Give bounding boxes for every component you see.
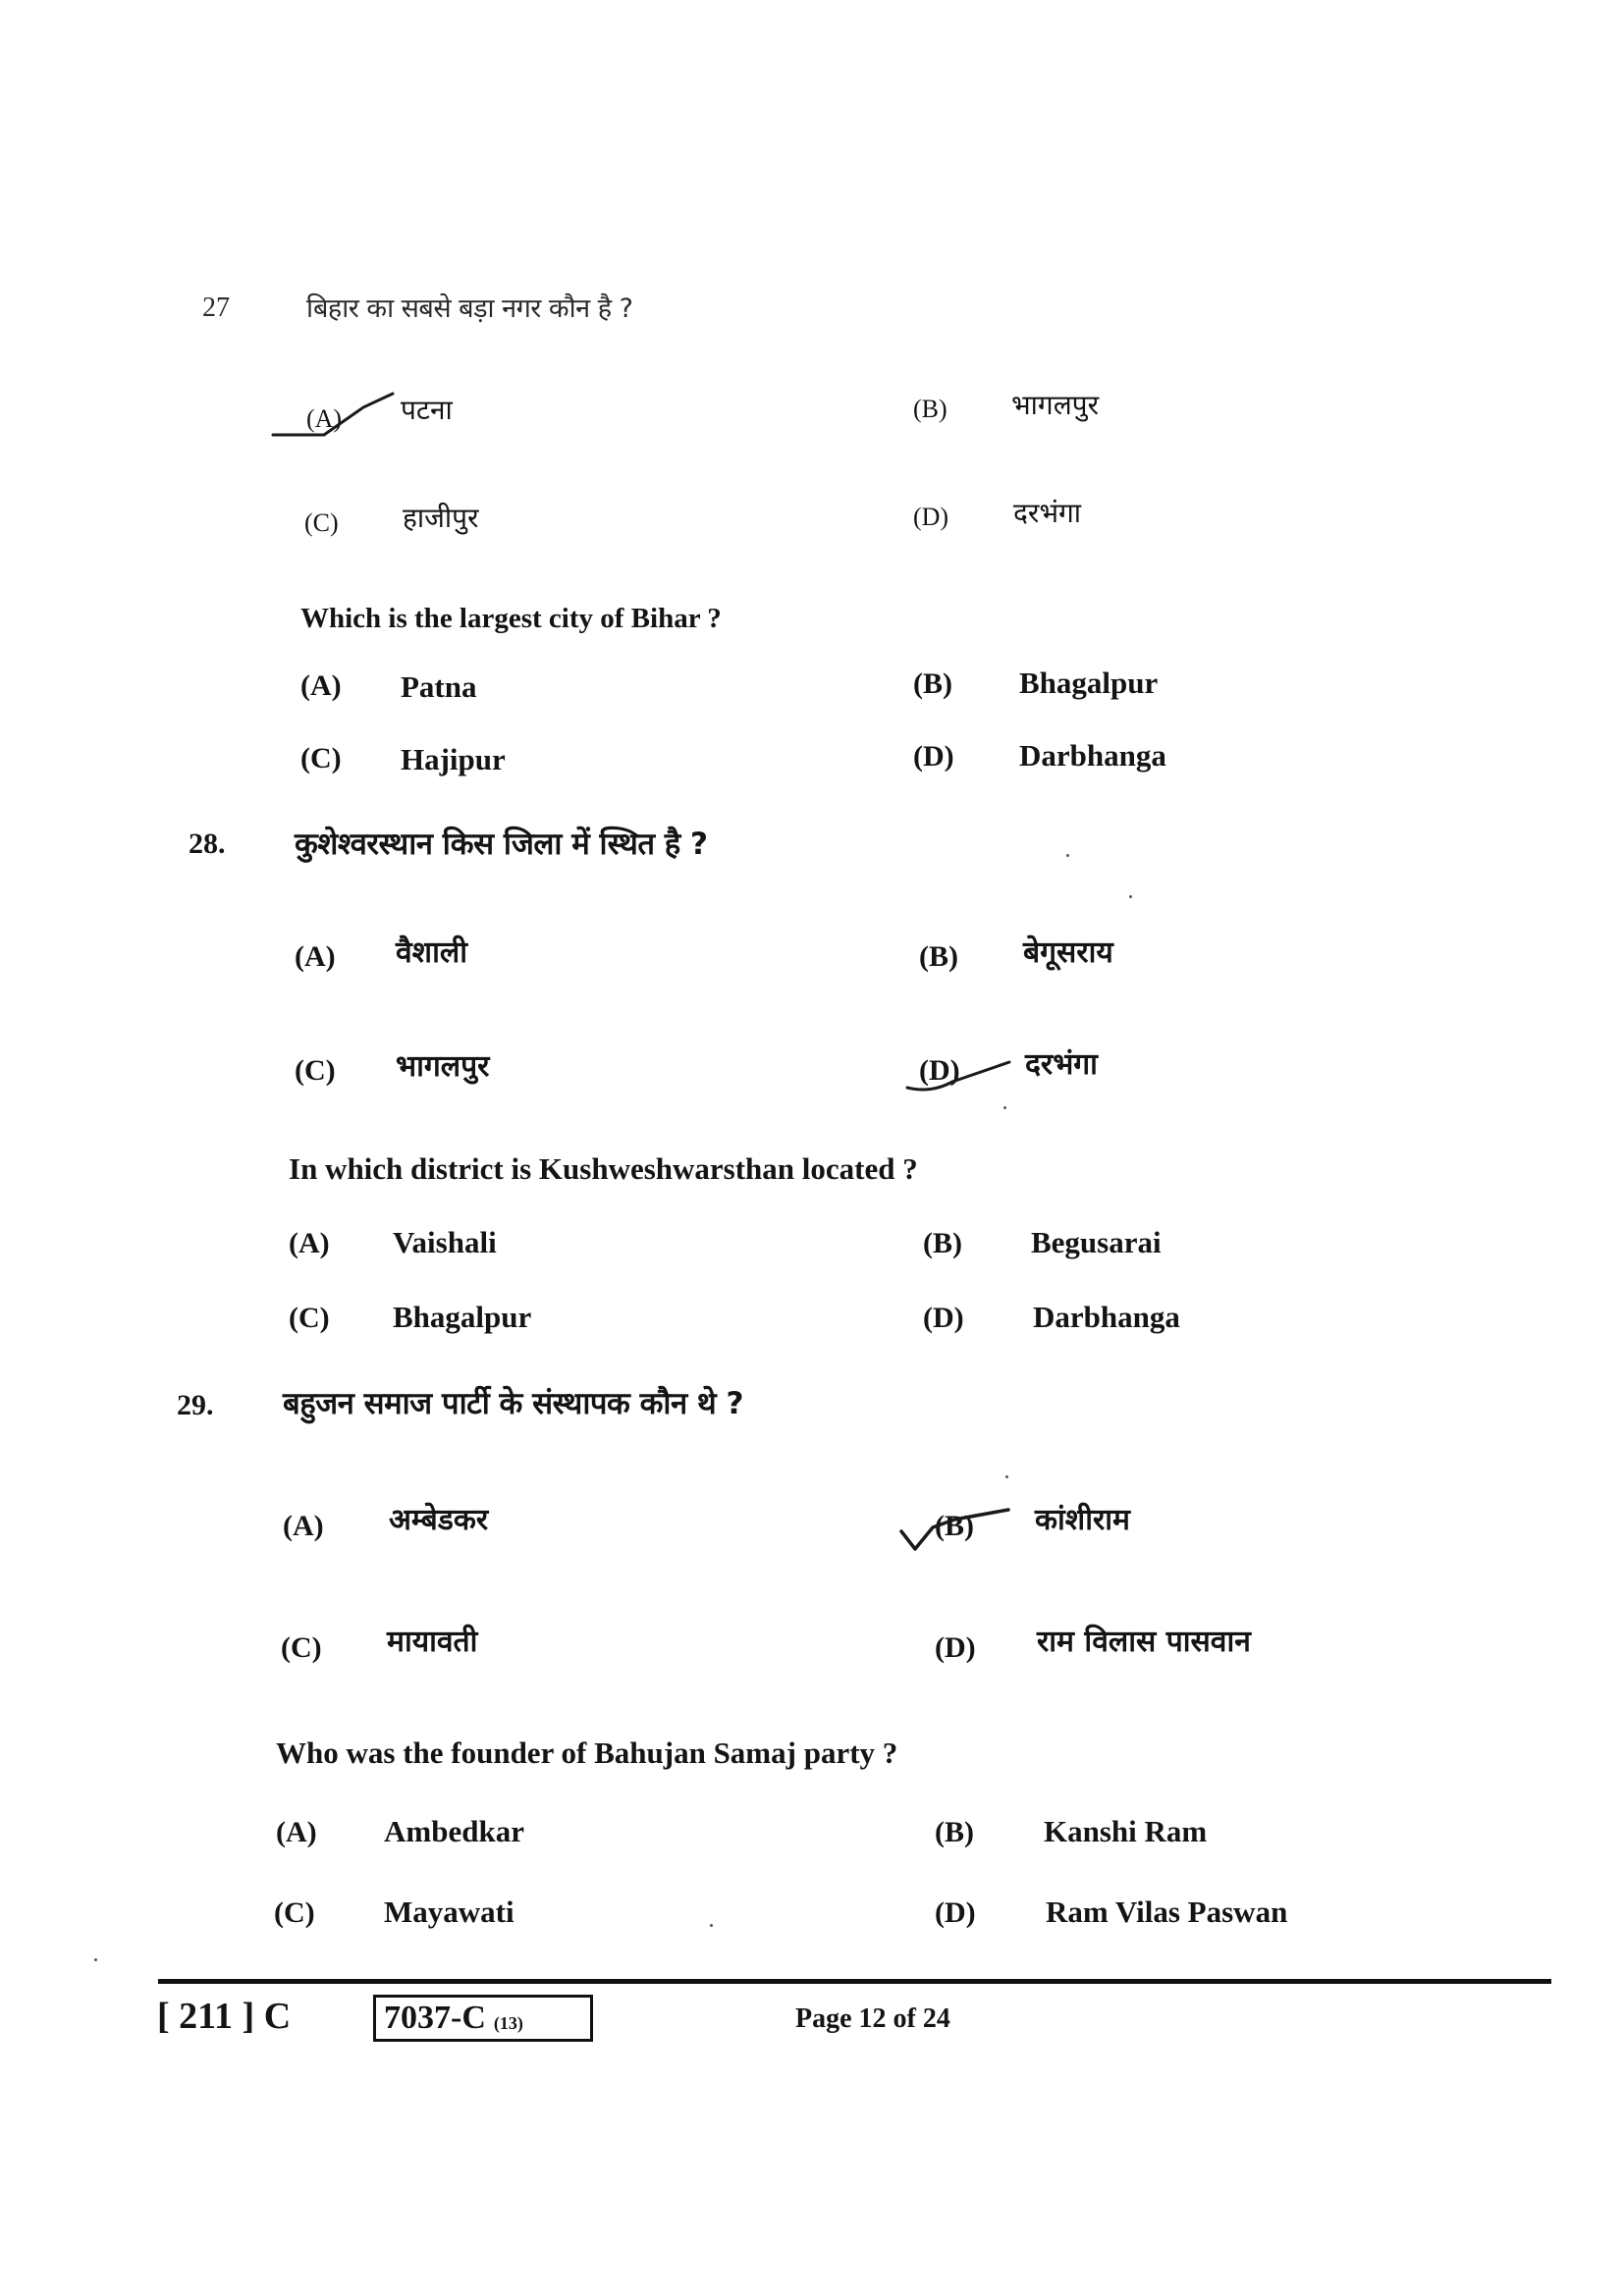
option-label-d-hindi: (D) — [935, 1631, 976, 1664]
option-text-c-hindi: हाजीपुर — [403, 502, 479, 534]
option-text-a: Ambedkar — [384, 1814, 524, 1848]
footer-divider — [158, 1979, 1551, 1984]
option-label-c-hindi: (C) — [295, 1054, 336, 1087]
option-text-b: Begusarai — [1031, 1225, 1162, 1259]
print-speck — [710, 1924, 713, 1927]
option-text-c: Hajipur — [401, 742, 506, 776]
option-label-c: (C) — [289, 1302, 330, 1334]
option-label-a: (A) — [289, 1227, 330, 1259]
option-text-b-hindi: भागलपुर — [1011, 389, 1100, 421]
option-label-b: (B) — [935, 1816, 974, 1848]
option-text-b: Kanshi Ram — [1044, 1814, 1208, 1848]
option-text-d: Darbhanga — [1019, 738, 1166, 773]
option-text-c-hindi: भागलपुर — [396, 1049, 490, 1084]
option-label-d: (D) — [923, 1302, 964, 1334]
option-text-c: Mayawati — [384, 1895, 514, 1929]
option-label-a-hindi: (A) — [306, 404, 343, 433]
option-label-b: (B) — [913, 667, 952, 700]
booklet-code: 7037-C — [384, 2000, 486, 2036]
question-text-hindi: बिहार का सबसे बड़ा नगर कौन है ? — [306, 294, 633, 324]
option-text-b-hindi: बेगूसराय — [1023, 935, 1113, 970]
option-text-d: Ram Vilas Paswan — [1046, 1895, 1288, 1929]
option-text-a: Vaishali — [393, 1225, 497, 1259]
option-label-c: (C) — [300, 742, 342, 774]
option-label-c-hindi: (C) — [281, 1631, 322, 1664]
option-label-c: (C) — [274, 1896, 315, 1929]
option-text-a-hindi: पटना — [401, 394, 453, 426]
option-label-c-hindi: (C) — [304, 508, 339, 537]
option-label-b: (B) — [923, 1227, 962, 1259]
print-speck — [1005, 1475, 1008, 1478]
question-number: 29. — [177, 1389, 214, 1421]
option-label-a: (A) — [276, 1816, 317, 1848]
question-text-english: Which is the largest city of Bihar ? — [300, 603, 722, 634]
question-text-english: Who was the founder of Bahujan Samaj party ? — [276, 1735, 898, 1770]
option-text-d-hindi: दरभंगा — [1013, 497, 1082, 529]
question-text-hindi: बहुजन समाज पार्टी के संस्थापक कौन थे ? — [283, 1386, 744, 1421]
option-text-d-hindi: राम विलास पासवान — [1037, 1625, 1251, 1659]
option-text-a: Patna — [401, 669, 477, 704]
option-label-d: (D) — [935, 1896, 976, 1929]
question-number: 28. — [189, 828, 226, 860]
option-text-b: Bhagalpur — [1019, 666, 1159, 700]
option-label-b-hindi: (B) — [913, 395, 947, 423]
question-text-english: In which district is Kushweshwarsthan located ? — [289, 1151, 918, 1186]
option-text-c-hindi: मायावती — [387, 1625, 478, 1659]
option-label-d: (D) — [913, 740, 954, 773]
question-text-hindi: कुशेश्वरस्थान किस जिला में स्थित है ? — [295, 827, 708, 862]
option-text-a-hindi: वैशाली — [396, 935, 467, 970]
booklet-code-box — [373, 1995, 593, 2042]
option-text-d: Darbhanga — [1033, 1300, 1180, 1334]
option-label-a-hindi: (A) — [283, 1510, 324, 1542]
print-speck — [94, 1958, 97, 1961]
option-text-a-hindi: अम्बेडकर — [389, 1503, 489, 1537]
option-label-d-hindi: (D) — [913, 503, 949, 531]
option-label-b-hindi: (B) — [919, 940, 958, 973]
option-text-c: Bhagalpur — [393, 1300, 532, 1334]
series-code: [ 211 ] C — [157, 1996, 292, 2037]
option-label-b-hindi: (B) — [935, 1510, 974, 1542]
print-speck — [1129, 895, 1132, 898]
option-label-a: (A) — [300, 669, 342, 702]
question-number: 27 — [202, 293, 230, 323]
option-label-a-hindi: (A) — [295, 940, 336, 973]
page-number: Page 12 of 24 — [795, 2003, 950, 2034]
option-text-b-hindi: कांशीराम — [1035, 1503, 1130, 1537]
option-label-d-hindi: (D) — [919, 1054, 960, 1087]
option-text-d-hindi: दरभंगा — [1025, 1047, 1098, 1082]
booklet-sub-code: (13) — [493, 2012, 523, 2033]
print-speck — [1003, 1106, 1006, 1109]
print-speck — [1066, 854, 1069, 857]
